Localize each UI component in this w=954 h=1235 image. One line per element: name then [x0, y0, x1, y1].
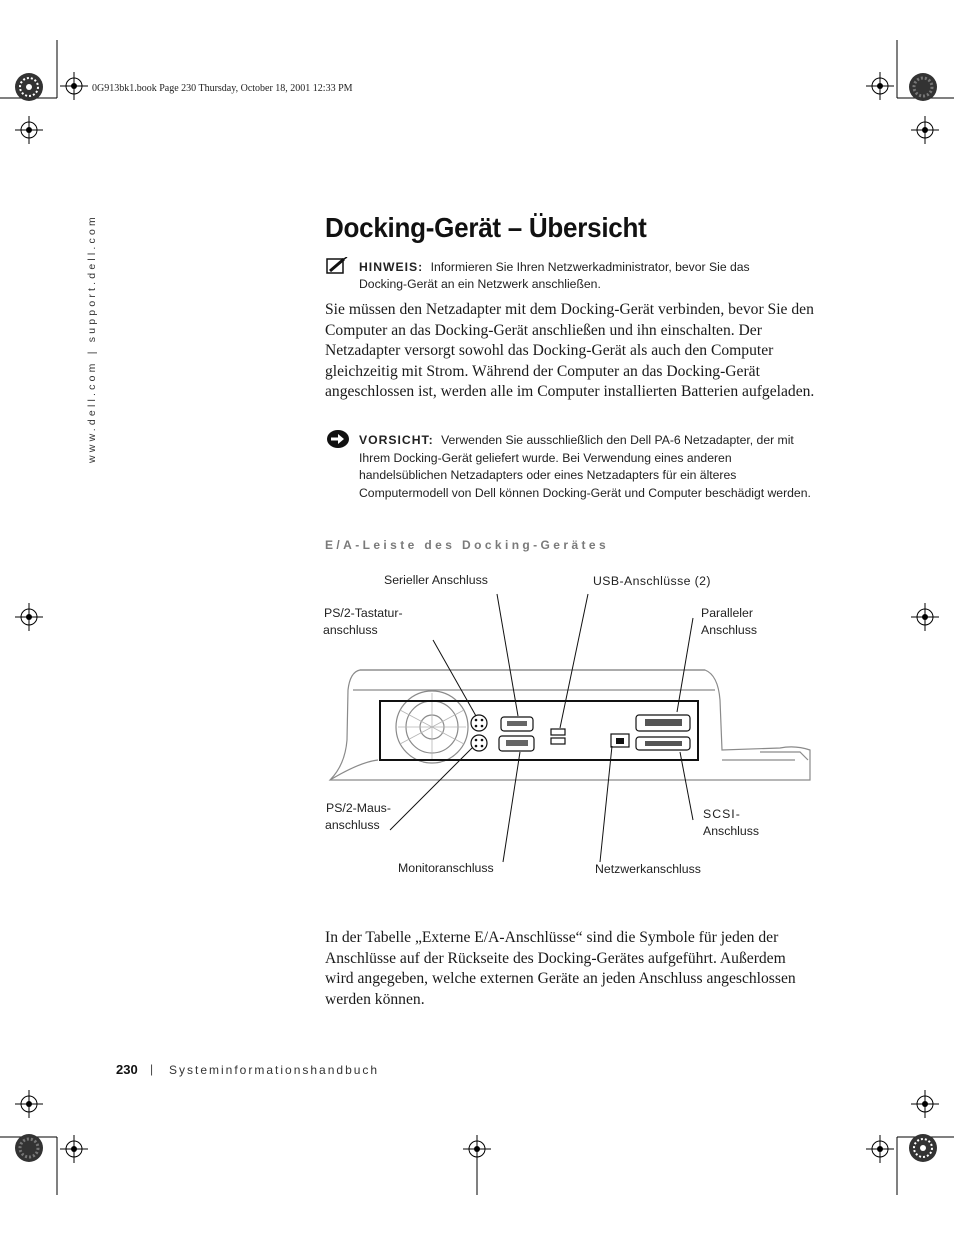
intro-paragraph: Sie müssen den Netzadapter mit dem Docking-Gerät verbinden, bevor Sie den Computer an das Docking-Gerät anschließen und ihn einschalten. Der Netzadapter versorgt sowohl das Docking-Gerät als auch den Computer gleichzeitig mit Strom. Während der Computer an das Docking-Gerät angeschlossen ist, werden alle im Computer installierten Batterien aufgeladen.: [325, 301, 815, 400]
footer-separator: |: [150, 1062, 154, 1076]
label-scsi-line2: Anschluss: [703, 824, 760, 838]
label-serial-port: Serieller Anschluss: [384, 573, 488, 587]
label-monitor-port: Monitoranschluss: [398, 861, 494, 875]
label-ps2-keyboard-line1: PS/2-Tastatur-: [324, 606, 403, 620]
label-ps2-mouse-line1: PS/2-Maus-: [326, 801, 391, 815]
caution-box: [359, 432, 819, 502]
label-parallel-line1: Paralleler: [701, 606, 753, 620]
label-ps2-keyboard-line2: anschluss: [323, 623, 378, 637]
note-text: Informieren Sie Ihren Netzwerkadministrator, bevor Sie das Docking-Gerät an ein Netzwerk anschließen.: [359, 260, 750, 291]
page-number: 230: [116, 1062, 138, 1077]
label-usb-ports: USB-Anschlüsse (2): [593, 574, 711, 588]
footer-book-title: Systeminformationshandbuch: [169, 1063, 380, 1077]
caution-label: VORSICHT:: [359, 433, 434, 447]
label-parallel-line2: Anschluss: [701, 623, 758, 637]
caution-text: Verwenden Sie ausschließlich den Dell PA-6 Netzadapter, der mit Ihrem Docking-Gerät geliefert wurde. Bei Verwendung eines anderen handelsüblichen Netzadapters oder eines Netzadapters für ein älteres Computermodell von Dell können Docking-Gerät und Computer beschädigt werden.: [359, 433, 811, 500]
note-label: HINWEIS:: [359, 260, 424, 274]
sidebar-url: www.dell.com | support.dell.com: [86, 214, 98, 463]
note-box: [359, 259, 799, 293]
note-pencil-icon: [326, 257, 348, 275]
label-scsi-line1: SCSI-: [703, 807, 741, 821]
table-reference-paragraph: In der Tabelle „Externe E/A-Anschlüsse“ sind die Symbole für jeden der Anschlüsse auf der Rückseite des Docking-Gerätes aufgeführt. Außerdem wird angegeben, welche externen Geräte an jeden Anschluss angeschlossen werden können.: [325, 929, 796, 1008]
caution-arrow-icon: [326, 429, 350, 449]
section-heading: E/A-Leiste des Docking-Gerätes: [325, 538, 610, 552]
label-network-port: Netzwerkanschluss: [595, 862, 701, 876]
page-title: Docking-Gerät – Übersicht: [325, 212, 647, 243]
label-ps2-mouse-line2: anschluss: [325, 818, 380, 832]
book-header-info: 0G913bk1.book Page 230 Thursday, October 18, 2001 12:33 PM: [92, 83, 353, 94]
